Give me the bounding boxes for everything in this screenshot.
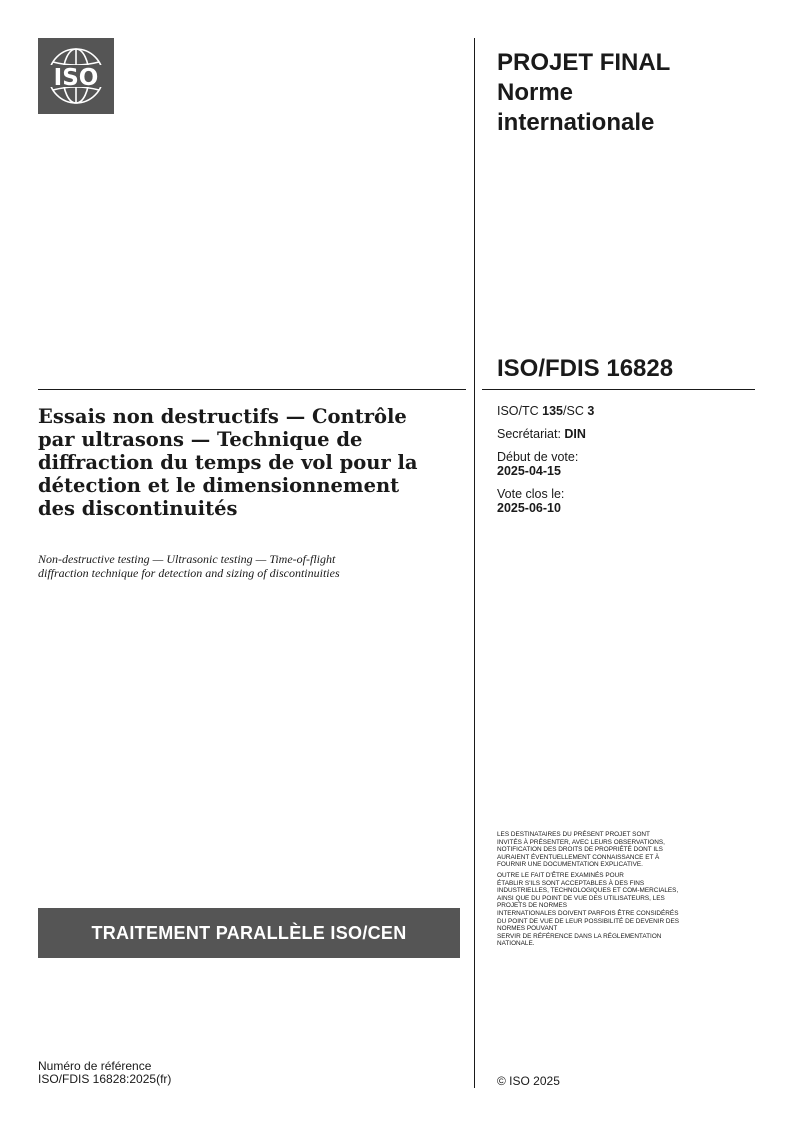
document-status (497, 48, 757, 138)
reference-label: Numéro de référence (38, 1059, 152, 1073)
title-french: Essais non destructifs — Contrôle par ultrasons — Technique de diffraction du temps de vol pour la détection et le dimensionnement des discontinuités (38, 405, 418, 520)
reference-value: ISO/FDIS 16828:2025(fr) (38, 1072, 172, 1086)
committee: ISO/TC 135/SC 3 (497, 404, 595, 418)
parallel-processing-banner: TRAITEMENT PARALLÈLE ISO/CEN (38, 908, 460, 958)
document-metadata (497, 404, 757, 524)
iso-logo (38, 38, 114, 114)
status-type-line1: Norme (497, 79, 574, 106)
reference-number (38, 1060, 171, 1086)
disclaimer-paragraph-2: OUTRE LE FAIT D'ÊTRE EXAMINÉS POUR ÉTABLIR S'ILS SONT ACCEPTABLES À DES FINS INDUSTRIELLES, TECHNOLOGIQUES ET COM-MERCIALES, AINSI QUE DU POINT DE VUE DES UTILISATEURS, LES PROJETS DE NORMES INTERNATIONALES DOIVENT PARFOIS ÊTRE CONSIDÉRÉS DU POINT DE VUE DE LEUR POSSIBILITÉ DE DEVENIR DES NORMES POUVANT SERVIR DE RÉFÉRENCE DANS LA RÉGLEMENTATION NATIONALE. (497, 871, 680, 948)
standard-number: ISO/FDIS 16828 (497, 355, 674, 382)
vote-start: Début de vote: 2025-04-15 (497, 450, 579, 478)
copyright-notice: © ISO 2025 (497, 1074, 560, 1088)
title-english: Non-destructive testing — Ultrasonic testing — Time-of-flight diffraction technique for detection and sizing of discontinuities (38, 552, 340, 580)
iso-logo-text: ISO (53, 65, 99, 91)
column-divider (474, 38, 475, 1088)
horizontal-rule-right (482, 389, 755, 390)
iso-globe-icon (38, 38, 114, 114)
disclaimer-notice (497, 831, 759, 951)
status-type-line2: internationale (497, 109, 655, 136)
horizontal-rule-left (38, 389, 466, 390)
status-stage: PROJET FINAL (497, 49, 671, 76)
disclaimer-paragraph-1: LES DESTINATAIRES DU PRÉSENT PROJET SONT INVITÉS À PRÉSENTER, AVEC LEURS OBSERVATIONS, NOTIFICATION DES DROITS DE PROPRIÉTÉ DONT ILS AURAIENT ÉVENTUELLEMENT CONNAISSANCE ET À FOURNIR UNE DOCUMENTATION EXPLICATIVE. (497, 831, 665, 869)
vote-end: Vote clos le: 2025-06-10 (497, 487, 565, 515)
secretariat: Secrétariat: DIN (497, 427, 586, 441)
